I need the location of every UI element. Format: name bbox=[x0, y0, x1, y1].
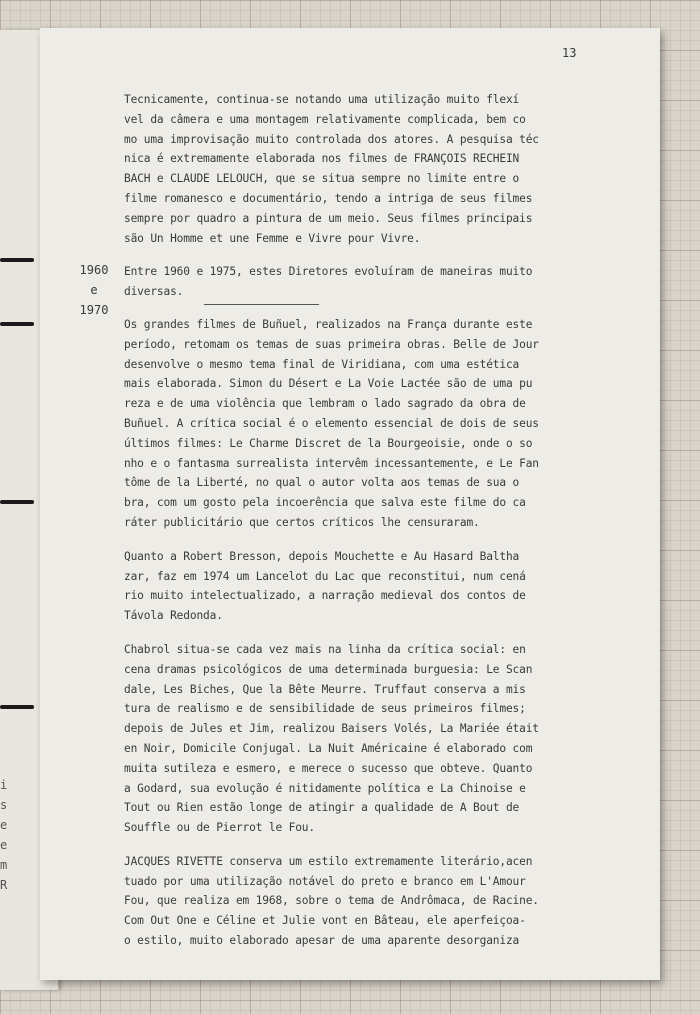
paragraph bbox=[124, 547, 594, 626]
text-line: tôme de la Liberté, no qual o autor volta aos temas de sua o bbox=[124, 476, 520, 490]
text-line: muita sutileza e esmero, e merece o sucesso que obteve. Quanto bbox=[124, 761, 533, 775]
text-line: nica é extremamente elaborada nos filmes de FRANÇOIS RECHEIN bbox=[124, 152, 520, 166]
text-line: bra, com um gosto pela incoerência que salva este filme do ca bbox=[124, 496, 526, 510]
fragment: s bbox=[0, 798, 8, 812]
text-line: BACH e CLAUDE LELOUCH, que se situa sempre no limite entre o bbox=[124, 172, 520, 186]
text-line: período, retomam os temas de suas primeira obras. Belle de Jour bbox=[124, 337, 539, 351]
paragraph bbox=[124, 262, 594, 302]
text-line: diversas. bbox=[124, 285, 184, 299]
margin-line: 1970 bbox=[79, 303, 109, 317]
fragment: R bbox=[0, 878, 8, 892]
text-line: tura de realismo e de sensibilidade de seus primeiros filmes; bbox=[124, 702, 526, 716]
text-line: últimos filmes: Le Charme Discret de la Bourgeoisie, onde o so bbox=[124, 436, 533, 450]
fragment: i bbox=[0, 778, 8, 792]
text-line: Com Out One e Céline et Julie vont en Bâteau, ele aperfeiçoa- bbox=[124, 914, 526, 928]
paragraph bbox=[124, 852, 594, 951]
text-line: nho e o fantasma surrealista intervêm incessantemente, e Le Fan bbox=[124, 456, 539, 470]
body-text bbox=[124, 90, 594, 965]
text-line: desenvolve o mesmo tema final de Viridiana, com uma estética bbox=[124, 357, 520, 371]
paragraph bbox=[124, 90, 594, 248]
margin-line: 1960 bbox=[79, 263, 109, 277]
text-line: reza e de uma violência que lembram o lado sagrado da obra de bbox=[124, 397, 526, 411]
binder-tab bbox=[0, 322, 34, 326]
text-line: sempre por quadro a pintura de um meio. Seus filmes principais bbox=[124, 211, 533, 225]
fragment: m bbox=[0, 858, 8, 872]
text-line: Távola Redonda. bbox=[124, 609, 223, 623]
fragment: e bbox=[0, 838, 8, 852]
binder-tab bbox=[0, 258, 34, 262]
margin-line: e bbox=[90, 283, 98, 297]
text-line: Tecnicamente, continua-se notando uma utilização muito flexí bbox=[124, 93, 520, 106]
text-line: Tout ou Rien estão longe de atingir a qualidade de A Bout de bbox=[124, 801, 520, 815]
text-line: filme romanesco e documentário, tendo a intriga de seus filmes bbox=[124, 191, 533, 205]
text-line: a Godard, sua evolução é nitidamente política e La Chinoise e bbox=[124, 781, 526, 795]
text-line: vel da câmera e uma montagem relativamente complicada, bem co bbox=[124, 112, 526, 126]
text-line: depois de Jules et Jim, realizou Baisers Volés, La Mariée était bbox=[124, 722, 539, 736]
text-line: tuado por uma utilização notável do preto e branco em L'Amour bbox=[124, 874, 526, 888]
text-line: mais elaborada. Simon du Désert e La Voie Lactée são de uma pu bbox=[124, 377, 533, 391]
text-line: Souffle ou de Pierrot le Fou. bbox=[124, 821, 315, 835]
text-line: Fou, que realiza em 1968, sobre o tema de Andrômaca, de Racine. bbox=[124, 894, 539, 908]
text-line: zar, faz em 1974 um Lancelot du Lac que reconstitui, num cená bbox=[124, 569, 526, 583]
previous-page-text-fragments bbox=[0, 775, 20, 895]
paragraph bbox=[124, 640, 594, 838]
text-line: en Noir, Domicile Conjugal. La Nuit Américaine é elaborado com bbox=[124, 741, 533, 755]
text-line: Chabrol situa-se cada vez mais na linha da crítica social: en bbox=[124, 642, 526, 656]
text-line: são Un Homme et une Femme e Vivre pour Vivre. bbox=[124, 231, 421, 245]
text-line: Entre 1960 e 1975, estes Diretores evoluíram de maneiras muito bbox=[124, 265, 533, 279]
text-line: Buñuel. A crítica social é o elemento essencial de dois de seus bbox=[124, 416, 539, 430]
text-line: o estilo, muito elaborado apesar de uma aparente desorganiza bbox=[124, 934, 520, 948]
binder-tab bbox=[0, 705, 34, 709]
text-line: rio muito intelectualizado, a narração medieval dos contos de bbox=[124, 589, 526, 603]
margin-date-note bbox=[74, 260, 114, 320]
text-line: mo uma improvisação muito controlada dos atores. A pesquisa téc bbox=[124, 132, 539, 146]
binder-tab bbox=[0, 500, 34, 504]
text-line: dale, Les Biches, Que la Bête Meurre. Truffaut conserva a mis bbox=[124, 682, 526, 696]
fragment: e bbox=[0, 818, 8, 832]
text-line: ráter publicitário que certos críticos lhe censuraram. bbox=[124, 515, 480, 529]
section-divider bbox=[204, 304, 319, 305]
document-page bbox=[40, 28, 660, 980]
text-line: cena dramas psicológicos de uma determinada burguesia: Le Scan bbox=[124, 662, 533, 676]
paragraph bbox=[124, 315, 594, 533]
page-number: 13 bbox=[562, 46, 577, 60]
text-line: JACQUES RIVETTE conserva um estilo extremamente literário,acen bbox=[124, 854, 533, 868]
text-line: Quanto a Robert Bresson, depois Mouchette e Au Hasard Baltha bbox=[124, 549, 520, 563]
text-line: Os grandes filmes de Buñuel, realizados na França durante este bbox=[124, 317, 533, 331]
